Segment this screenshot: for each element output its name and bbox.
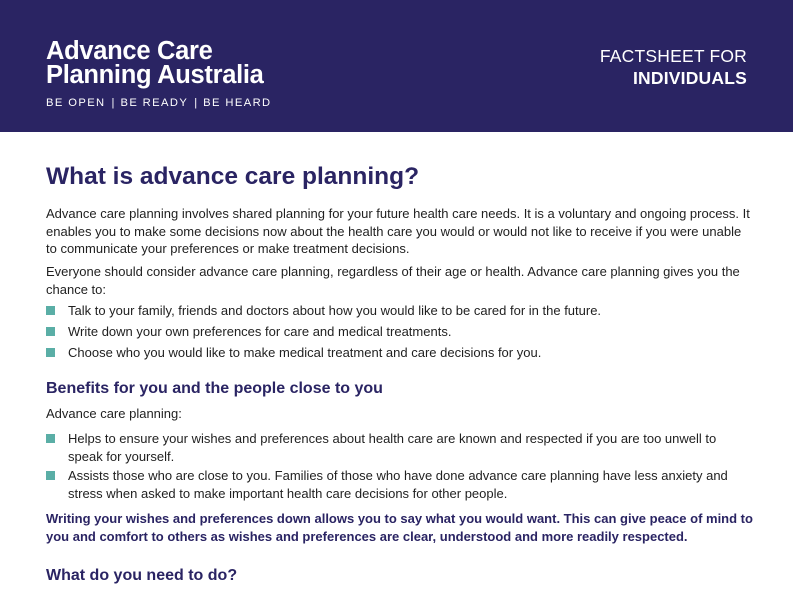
- list-item: [46, 302, 754, 320]
- tagline-be-heard: BE HEARD: [203, 97, 272, 109]
- todo-heading: What do you need to do?: [46, 567, 238, 584]
- tagline-separator: |: [194, 97, 198, 109]
- factsheet-label: FACTSHEET FOR: [599, 46, 747, 66]
- tagline-be-ready: BE READY: [120, 97, 189, 109]
- list-item: [46, 430, 754, 465]
- list-item-text: Talk to your family, friends and doctors about how you would like to be cared for in the future.: [68, 303, 602, 318]
- emphasis-paragraph: Writing your wishes and preferences down allows you to say what you would want. This can give peace of mind to you and comfort to others as wishes and preferences are clear, understood and more readily respected.: [46, 511, 753, 544]
- benefits-heading: Benefits for you and the people close to you: [46, 380, 383, 397]
- page-title: What is advance care planning?: [46, 163, 420, 190]
- bullet-square-icon: [46, 434, 55, 443]
- bullet-square-icon: [46, 306, 55, 315]
- list-item: [46, 467, 754, 502]
- bullet-square-icon: [46, 471, 55, 480]
- list-item-text: Write down your own preferences for care and medical treatments.: [68, 324, 452, 339]
- list-item: [46, 323, 754, 341]
- tagline-be-open: BE OPEN: [46, 97, 106, 109]
- factsheet-audience: INDIVIDUALS: [632, 68, 747, 88]
- tagline-separator: |: [111, 97, 115, 109]
- bullet-square-icon: [46, 327, 55, 336]
- logo-line-2: Planning Australia: [46, 61, 264, 89]
- list-item-text: Choose who you would like to make medical treatment and care decisions for you.: [68, 345, 542, 360]
- bullet-square-icon: [46, 348, 55, 357]
- logo-line-1: Advance Care: [46, 37, 213, 65]
- consider-paragraph: Everyone should consider advance care planning, regardless of their age or health. Advance care planning gives you the chance to:: [46, 264, 740, 297]
- list-item-text: Assists those who are close to you. Families of those who have done advance care planning have less anxiety and stress when asked to make important health care decisions for other people.: [68, 468, 728, 501]
- intro-paragraph: Advance care planning involves shared planning for your future health care needs. It is a voluntary and ongoing process. It enables you to make some decisions now about the health care you would or would not like to receive if you were unable to communicate your preferences or make treatment decisions.: [46, 206, 750, 256]
- page-header: [0, 0, 793, 132]
- list-item: [46, 344, 754, 362]
- list-item-text: Helps to ensure your wishes and preferences about health care are known and respected if you are too unwell to speak for yourself.: [68, 431, 717, 464]
- logo-tagline: [46, 96, 272, 110]
- benefits-lead: Advance care planning:: [46, 406, 182, 421]
